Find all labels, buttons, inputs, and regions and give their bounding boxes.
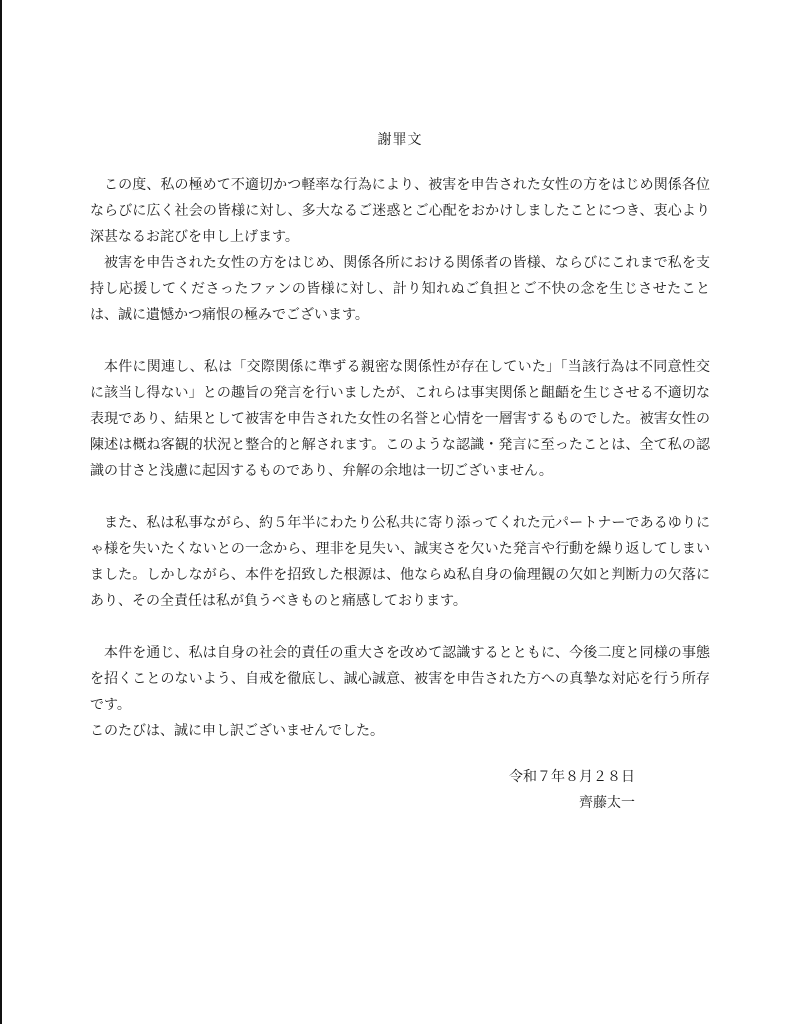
paragraph-5: 本件を通じ、私は自身の社会的責任の重大さを改めて認識するとともに、今後二度と同様の事態を招くことのないよう、自戒を徹底し、誠心誠意、被害を申告された方への真摯な対応を行う所存です。 [90,645,710,713]
paragraph-6: このたびは、誠に申し訳ございませんでした。 [90,723,384,739]
signature-block [90,764,635,816]
signatory-name: 齊藤太一 [579,795,635,811]
document-date: 令和７年８月２８日 [509,769,635,785]
paragraph-gap [90,484,710,510]
page-edge-line [0,0,2,1024]
paragraph-2: 被害を申告された女性の方をはじめ、関係各所における関係者の皆様、ならびにこれまで私を支持し応援してくださったファンの皆様に対し、計り知れぬご負担とご不快の念を生じさせたことは、誠に遺憾かつ痛恨の極みでございます。 [90,255,710,323]
paragraph-1: この度、私の極めて不適切かつ軽率な行為により、被害を申告された女性の方をはじめ関係各位ならびに広く社会の皆様に対し、多大なるご迷惑とご心配をおかけしましたことにつき、衷心より深甚なるお詫びを申し上げます。 [90,177,710,245]
paragraph-4: また、私は私事ながら、約５年半にわたり公私共に寄り添ってくれた元パートナーであるゆりにゃ様を失いたくないとの一念から、理非を見失い、誠実さを欠いた発言や行動を繰り返してしまいました。しかしながら、本件を招致した根源は、他ならぬ私自身の倫理観の欠如と判断力の欠落にあり、その全責任は私が負うべきものと痛感しております。 [90,515,710,609]
paragraph-gap [90,614,710,640]
document-title: 謝罪文 [377,132,423,148]
paragraph-gap [90,328,710,354]
paragraph-3: 本件に関連し、私は「交際関係に準ずる親密な関係性が存在していた」「当該行為は不同意性交に該当し得ない」との趣旨の発言を行いましたが、これらは事実関係と齟齬を生じさせる不適切な表現であり、結果として被害を申告された女性の名誉と心情を一層害するものでした。被害女性の陳述は概ね客観的状況と整合的と解されます。このような認識・発言に至ったことは、全て私の認識の甘さと浅慮に起因するものであり、弁解の余地は一切ございません。 [90,359,710,479]
apology-letter [90,130,710,744]
